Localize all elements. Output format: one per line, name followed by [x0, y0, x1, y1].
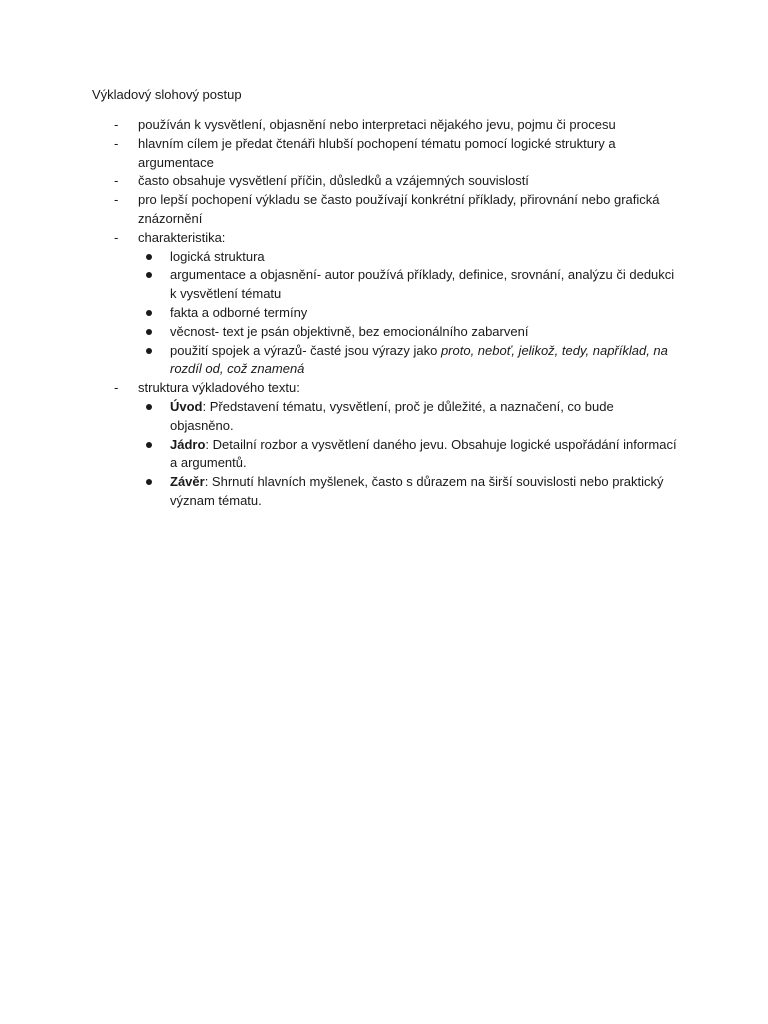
conjunction-examples: proto, neboť, jelikož, tedy, například, na rozdíl od, což znamená: [170, 342, 668, 377]
list-item: [138, 436, 680, 474]
list-item: [138, 342, 680, 380]
list-item-structure: [0, 379, 678, 511]
list-item-text: fakta a odborné termíny: [170, 304, 308, 320]
list-item: [0, 172, 678, 191]
list-item-text: : Shrnutí hlavních myšlenek, často s důrazem na širší souvislosti nebo praktický význam tématu.: [170, 474, 664, 508]
list-item: [0, 135, 678, 173]
list-item-text: : Detailní rozbor a vysvětlení daného jevu. Obsahuje logické uspořádání informací a argumentů.: [170, 436, 677, 471]
list-item-text: používán k vysvětlení, objasnění nebo interpretaci nějakého jevu, pojmu či procesu: [138, 117, 616, 132]
list-item: [138, 266, 680, 304]
list-item: [0, 191, 678, 229]
document-title: Výkladový slohový postup: [92, 87, 242, 102]
list-item-characteristics: [0, 229, 678, 379]
list-item-text: argumentace a objasnění- autor používá příklady, definice, srovnání, analýzu či dedukci k vysvětlení tématu: [170, 267, 675, 302]
section-term-intro: Úvod: [170, 398, 203, 414]
list-item: [138, 398, 680, 436]
list-item: [0, 116, 678, 135]
structure-list: [138, 398, 678, 511]
list-item-text: použití spojek a výrazů- časté jsou výrazy jako: [170, 342, 441, 358]
list-item: [138, 323, 680, 342]
section-term-conclusion: Závěr: [170, 474, 205, 490]
list-item-text: věcnost- text je psán objektivně, bez emocionálního zabarvení: [170, 323, 529, 339]
section-term-body: Jádro: [170, 436, 206, 452]
characteristics-list: [138, 248, 678, 380]
list-item-text: často obsahuje vysvětlení příčin, důsledků a vzájemných souvislostí: [138, 173, 529, 189]
list-item-text: struktura výkladového textu:: [138, 380, 300, 396]
list-item: [138, 473, 680, 511]
main-list: [0, 116, 700, 511]
list-item: [138, 248, 680, 267]
list-item-text: logická struktura: [170, 248, 265, 264]
list-item-text: : Představení tématu, vysvětlení, proč je důležité, a naznačení, co bude objasněno.: [170, 398, 614, 433]
list-item-text: hlavním cílem je předat čtenáři hlubší pochopení tématu pomocí logické struktury a argumentace: [138, 135, 616, 170]
list-item-text: charakteristika:: [138, 229, 226, 245]
list-item-text: pro lepší pochopení výkladu se často používají konkrétní příklady, přirovnání nebo grafická znázornění: [138, 192, 660, 226]
list-item: [138, 304, 680, 323]
